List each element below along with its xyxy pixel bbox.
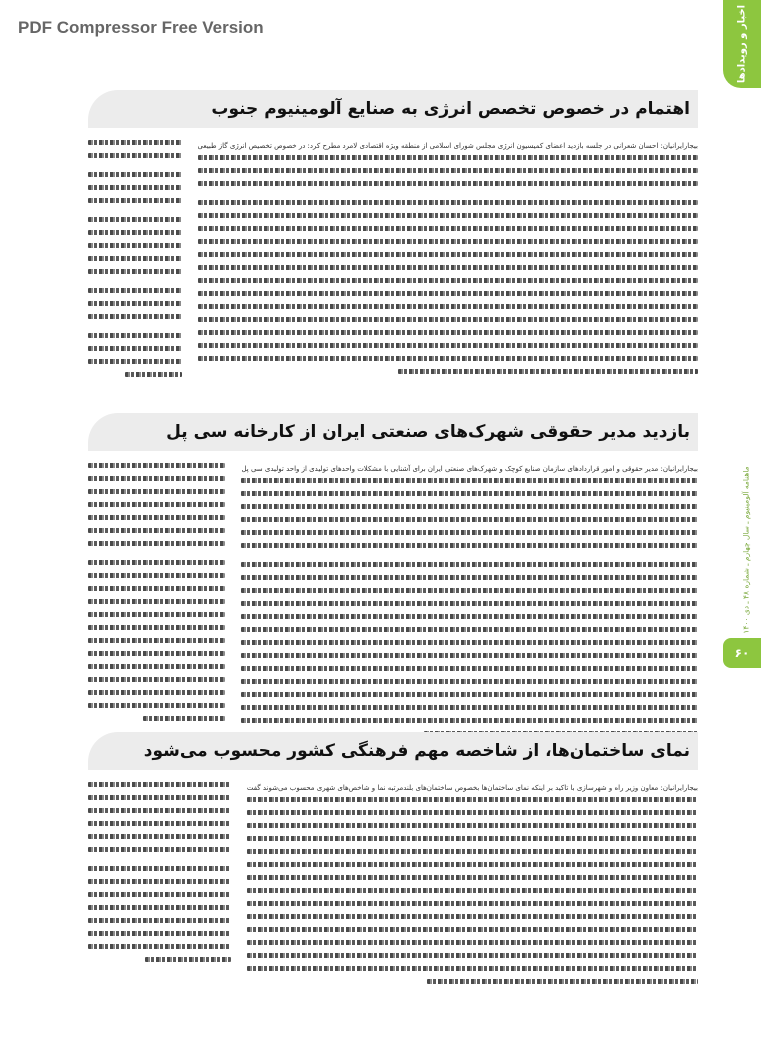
section-tab — [723, 0, 761, 88]
article-2-lead: بیجارایرانیان: مدیر حقوقی و امور قراردادهای سازمان صنایع کوچک و شهرک‌های صنعتی ایران برای آشنایی با مشکلات واحدهای تولیدی از واحد تولیدی سی پل — [241, 465, 698, 473]
article-2-column-right — [241, 463, 698, 744]
article-1-column-left — [88, 140, 182, 385]
article-1-column-right — [198, 140, 698, 385]
article-1 — [88, 90, 698, 385]
article-1-body — [88, 140, 698, 385]
article-3-body — [88, 782, 698, 992]
side-strip-label: ماهنامه آلومینیوم ـ سال چهارم ـ شماره ۴۸ ـ دی ۱۴۰۰ — [741, 466, 751, 634]
article-3-lead: بیجارایرانیان: معاون وزیر راه و شهرسازی با تاکید بر اینکه نمای ساختمان‌ها بخصوص ساختمان‌های بلندمرتبه نما و شاخص‌های شهری محسوب می‌شوند گفت — [246, 784, 698, 792]
article-1-lead: بیجارایرانیان: احسان شعرانی در جلسه بازدید اعضای کمیسیون انرژی مجلس شورای اسلامی از منطقه ویژه اقتصادی لامرد مطرح کرد: در خصوص تخصیص انرژی گاز طبیعی — [197, 142, 698, 150]
article-2-column-left — [88, 463, 225, 744]
section-tab-label: اخبار و رویدادها — [736, 4, 748, 84]
article-2-title: بازدید مدیر حقوقی شهرک‌های صنعتی ایران از کارخانه سی پل — [166, 422, 690, 442]
article-3-column-left — [88, 782, 231, 992]
article-2-body — [88, 463, 698, 744]
article-3-column-right — [247, 782, 698, 992]
side-strip — [739, 440, 753, 660]
article-1-header — [88, 90, 698, 128]
article-1-title: اهتمام در خصوص تخصص انرژی به صنایع آلومینیوم جنوب — [211, 99, 690, 119]
watermark: PDF Compressor Free Version — [18, 18, 264, 37]
article-3 — [88, 732, 698, 992]
page-number: ۶۰ — [723, 638, 761, 668]
article-2 — [88, 413, 698, 744]
article-3-title: نمای ساختمان‌ها، از شاخصه مهم فرهنگی کشور محسوب می‌شود — [143, 741, 690, 761]
article-2-header — [88, 413, 698, 451]
article-3-header — [88, 732, 698, 770]
